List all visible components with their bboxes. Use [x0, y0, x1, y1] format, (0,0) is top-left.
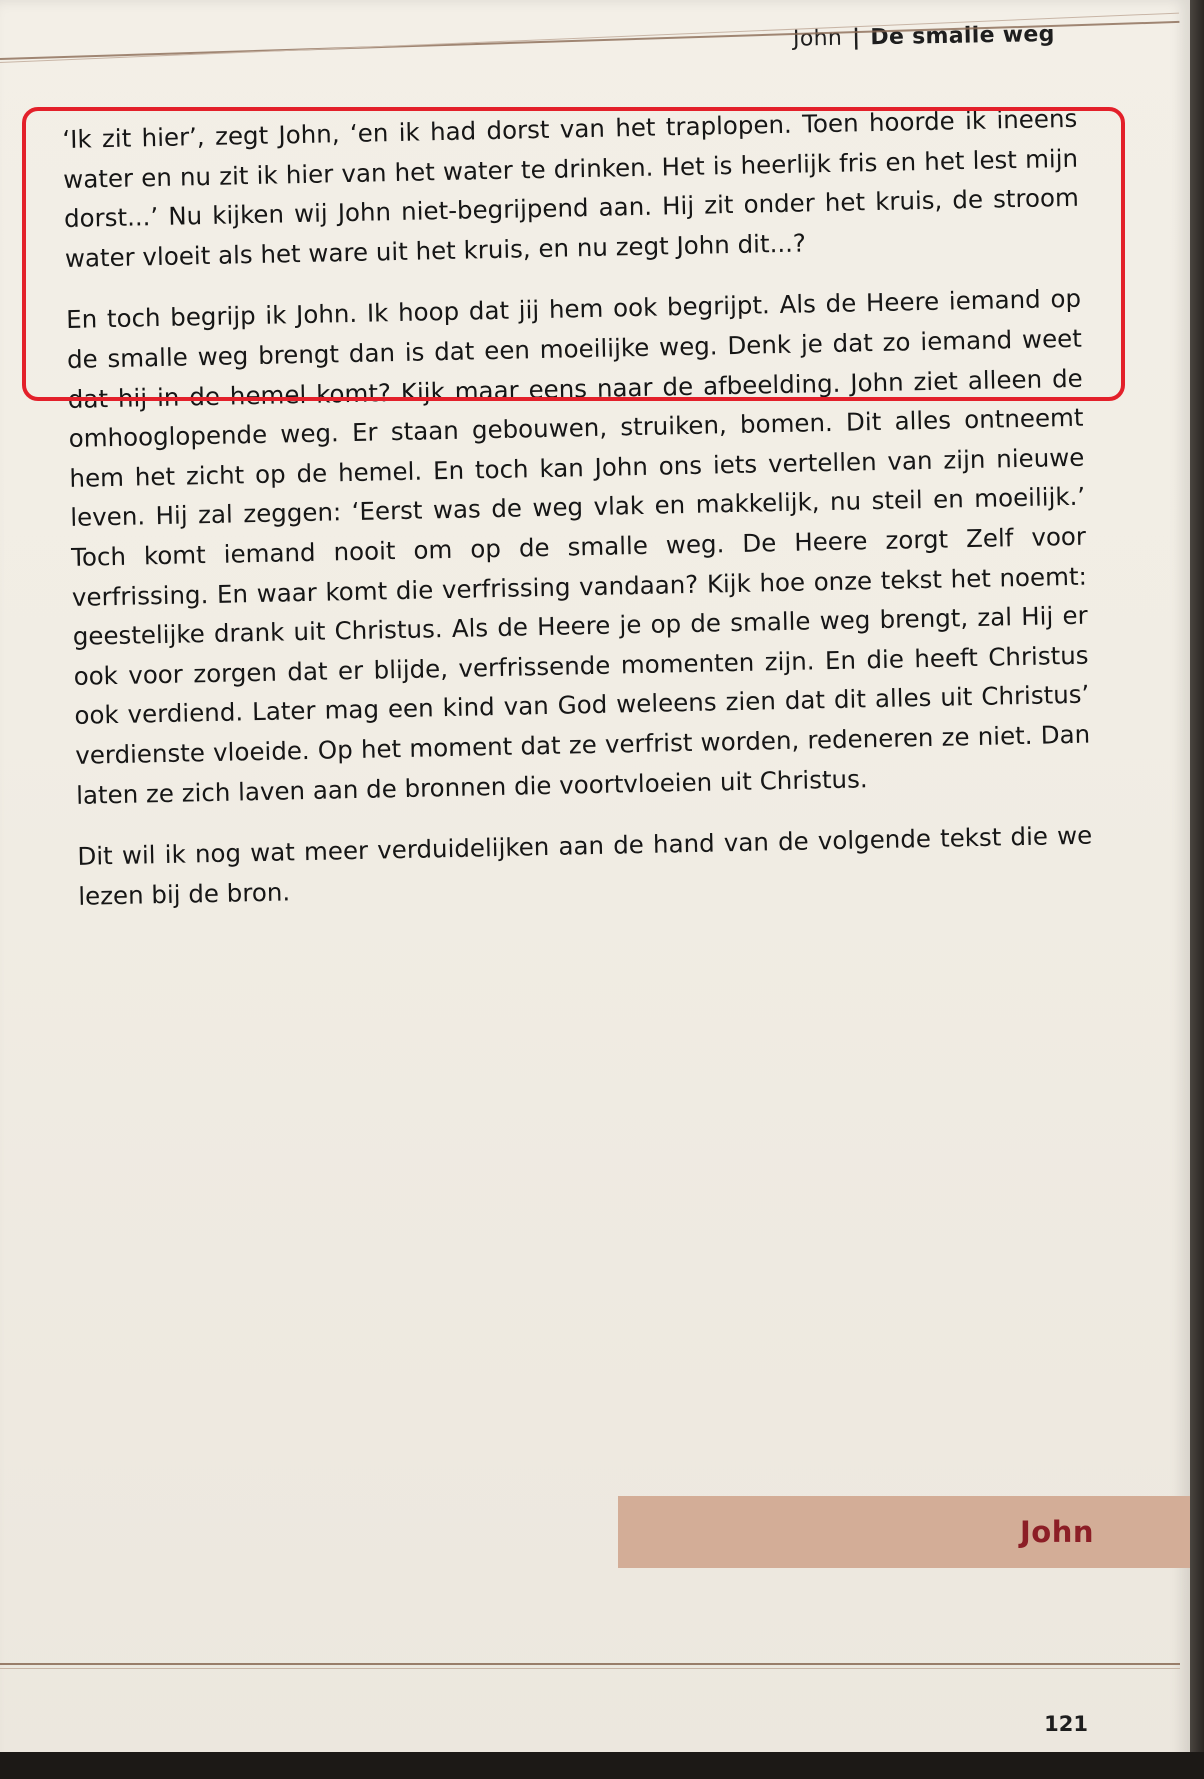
header-name: John	[793, 25, 843, 52]
header-title: De smalle weg	[870, 22, 1056, 51]
paragraph-1: ‘Ik zit hier’, zegt John, ‘en ik had dorst van het traplopen. Toen hoorde ik ineens water en nu zit ik hier van het water te drinken. Het is heerlijk fris en het lest mijn dorst...’ Nu kijken wij John niet-begrijpend aan. Hij zit onder het kruis, de stroom water vloeit als het ware uit het kruis, en nu zegt John dit...?	[62, 103, 1080, 273]
background-surface	[0, 1752, 1204, 1779]
footer-rule	[0, 1663, 1180, 1665]
page-edge-shadow	[1190, 0, 1204, 1779]
section-label: John	[1019, 1515, 1094, 1549]
body-text	[62, 99, 1094, 938]
header-separator: |	[852, 25, 861, 51]
paragraph-3: Dit wil ik nog wat meer verduidelijken aan de hand van de volgende tekst die we lezen bij de bron.	[77, 820, 1093, 911]
page-number: 121	[1044, 1712, 1088, 1736]
section-label-band	[618, 1496, 1204, 1568]
footer-rule-thin	[0, 1668, 1180, 1669]
paragraph-2: En toch begrijp ik John. Ik hoop dat jij hem ook begrijpt. Als de Heere iemand op de smalle weg brengt dan is dat een moeilijke weg. Denk je dat zo iemand weet dat hij in de hemel komt? Kijk maar eens naar de afbeelding. John ziet alleen de omhooglopende weg. Er staan gebouwen, struiken, bomen. Dit alles ontneemt hem het zicht op de hemel. En toch kan John ons iets vertellen van zijn nieuwe leven. Hij zal zeggen: ‘Eerst was de weg vlak en makkelijk, nu steil en moeilijk.’ Toch komt iemand nooit om op de smalle weg. De Heere zorgt Zelf voor verfrissing. En waar komt die verfrissing vandaan? Kijk hoe onze tekst het noemt: geestelijke drank uit Christus. Als de Heere je op de smalle weg brengt, zal Hij er ook voor zorgen dat er blijde, verfrissende momenten zijn. En die heeft Christus ook verdiend. Later mag een kind van God weleens zien dat dit alles uit Christus’ verdienste vloeide. Op het moment dat ze verfrist worden, redeneren ze niet. Dan laten ze zich laven aan de bronnen die voortvloeien uit Christus.	[65, 284, 1091, 810]
